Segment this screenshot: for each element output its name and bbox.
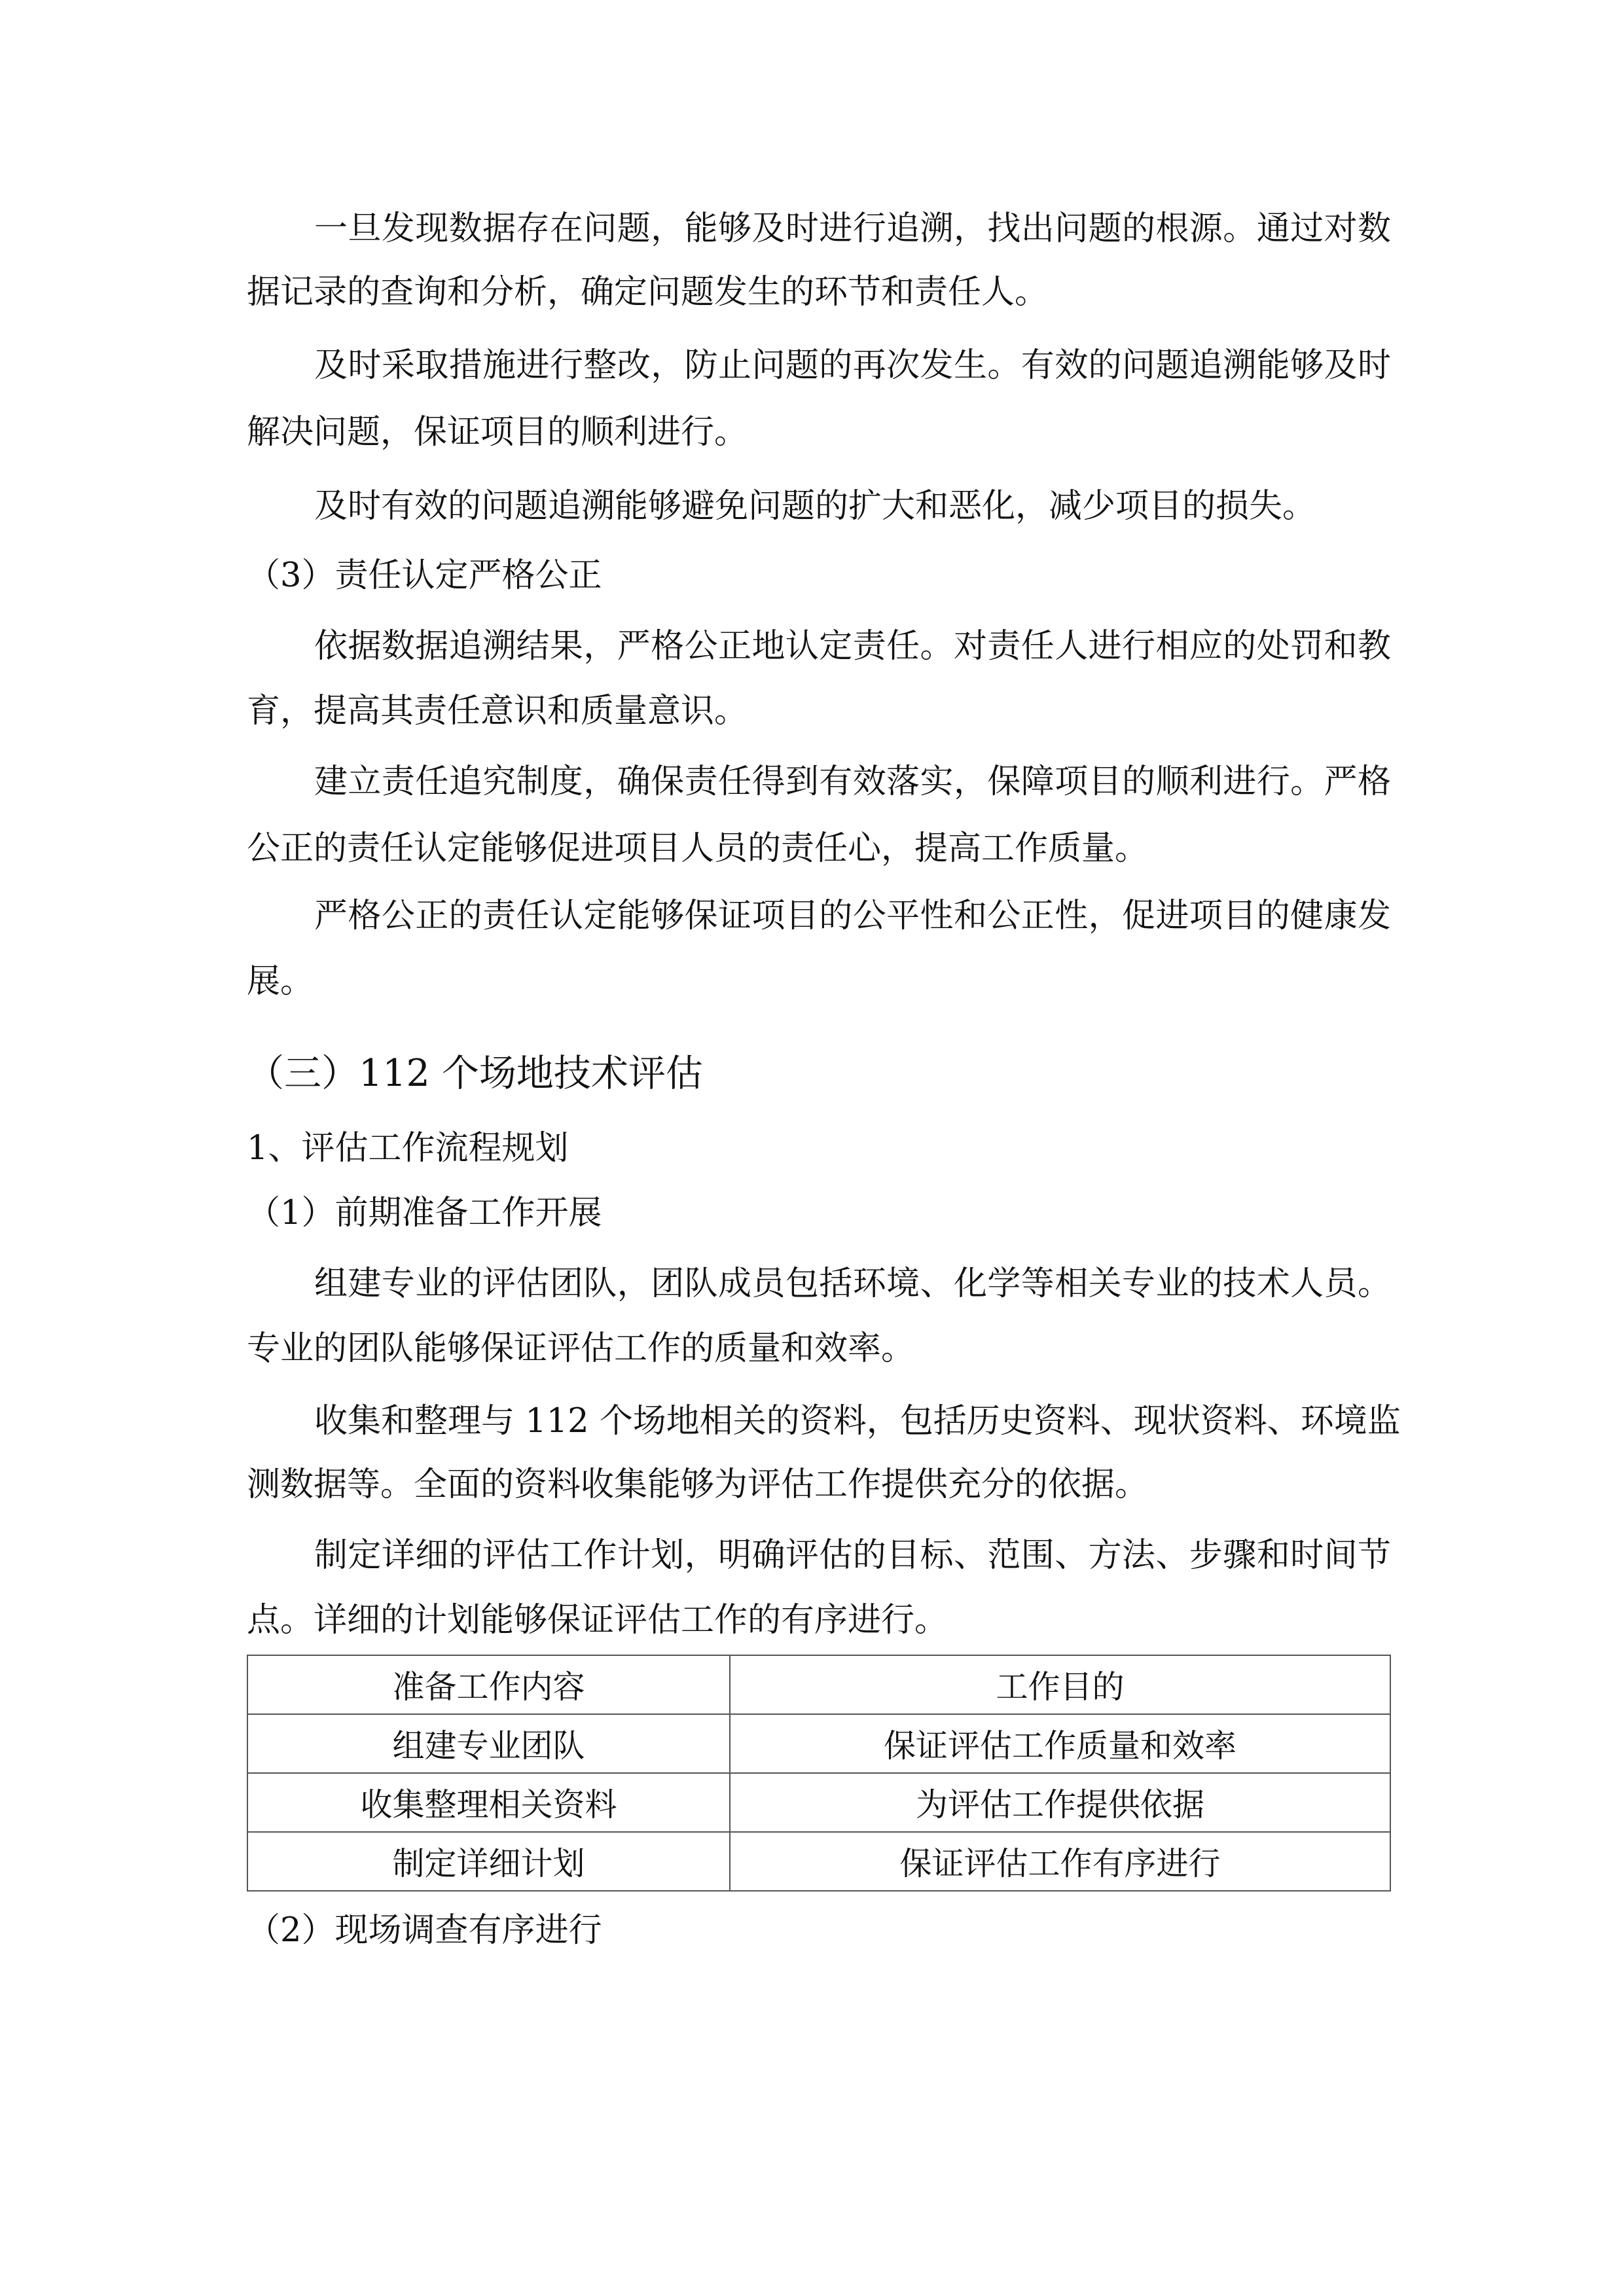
table-cell: 组建专业团队 [247, 1714, 730, 1773]
paragraph-line: 据记录的查询和分析，确定问题发生的环节和责任人。 [247, 273, 1049, 312]
paragraph-line: 测数据等。全面的资料收集能够为评估工作提供充分的依据。 [247, 1465, 1149, 1504]
paragraph-line: 育，提高其责任意识和质量意识。 [247, 692, 748, 730]
paragraph-line: 展。 [247, 962, 314, 1001]
table-cell: 保证评估工作有序进行 [730, 1832, 1390, 1891]
table-row [247, 1832, 1390, 1891]
table-cell: 收集整理相关资料 [247, 1773, 730, 1832]
table-header-row [247, 1655, 1390, 1714]
table-cell: 为评估工作提供依据 [730, 1773, 1390, 1832]
table-cell: 保证评估工作质量和效率 [730, 1714, 1390, 1773]
table-header: 准备工作内容 [247, 1655, 730, 1714]
paragraph-line: 解决问题，保证项目的顺利进行。 [247, 413, 748, 452]
paragraph-line: 组建专业的评估团队，团队成员包括环境、化学等相关专业的技术人员。 [314, 1265, 1391, 1303]
table-row [247, 1714, 1390, 1773]
paragraph-line: 收集和整理与 112 个场地相关的资料，包括历史资料、现状资料、环境监 [314, 1402, 1401, 1441]
paragraph-line: 及时采取措施进行整改，防止问题的再次发生。有效的问题追溯能够及时 [314, 346, 1391, 385]
paragraph-line: 公正的责任认定能够促进项目人员的责任心，提高工作质量。 [247, 829, 1149, 868]
subheading: 1、评估工作流程规划 [247, 1129, 569, 1168]
subheading: （3）责任认定严格公正 [247, 556, 602, 595]
preparation-table [247, 1655, 1391, 1892]
table-cell: 制定详细计划 [247, 1832, 730, 1891]
section-heading: （三）112 个场地技术评估 [247, 1052, 703, 1095]
paragraph-line: 建立责任追究制度，确保责任得到有效落实，保障项目的顺利进行。严格 [314, 762, 1391, 801]
paragraph-line: 严格公正的责任认定能够保证项目的公平性和公正性，促进项目的健康发 [314, 897, 1391, 935]
paragraph-line: 点。详细的计划能够保证评估工作的有序进行。 [247, 1601, 948, 1640]
paragraph-line: 及时有效的问题追溯能够避免问题的扩大和恶化，减少项目的损失。 [314, 487, 1316, 526]
paragraph-line: 制定详细的评估工作计划，明确评估的目标、范围、方法、步骤和时间节 [314, 1536, 1391, 1575]
paragraph-line: 专业的团队能够保证评估工作的质量和效率。 [247, 1329, 915, 1368]
table-header: 工作目的 [730, 1655, 1390, 1714]
paragraph-line: 一旦发现数据存在问题，能够及时进行追溯，找出问题的根源。通过对数 [314, 209, 1391, 248]
subheading: （1）前期准备工作开展 [247, 1194, 602, 1232]
paragraph-line: 依据数据追溯结果，严格公正地认定责任。对责任人进行相应的处罚和教 [314, 627, 1391, 666]
subheading: （2）现场调查有序进行 [247, 1911, 602, 1950]
table-row [247, 1773, 1390, 1832]
